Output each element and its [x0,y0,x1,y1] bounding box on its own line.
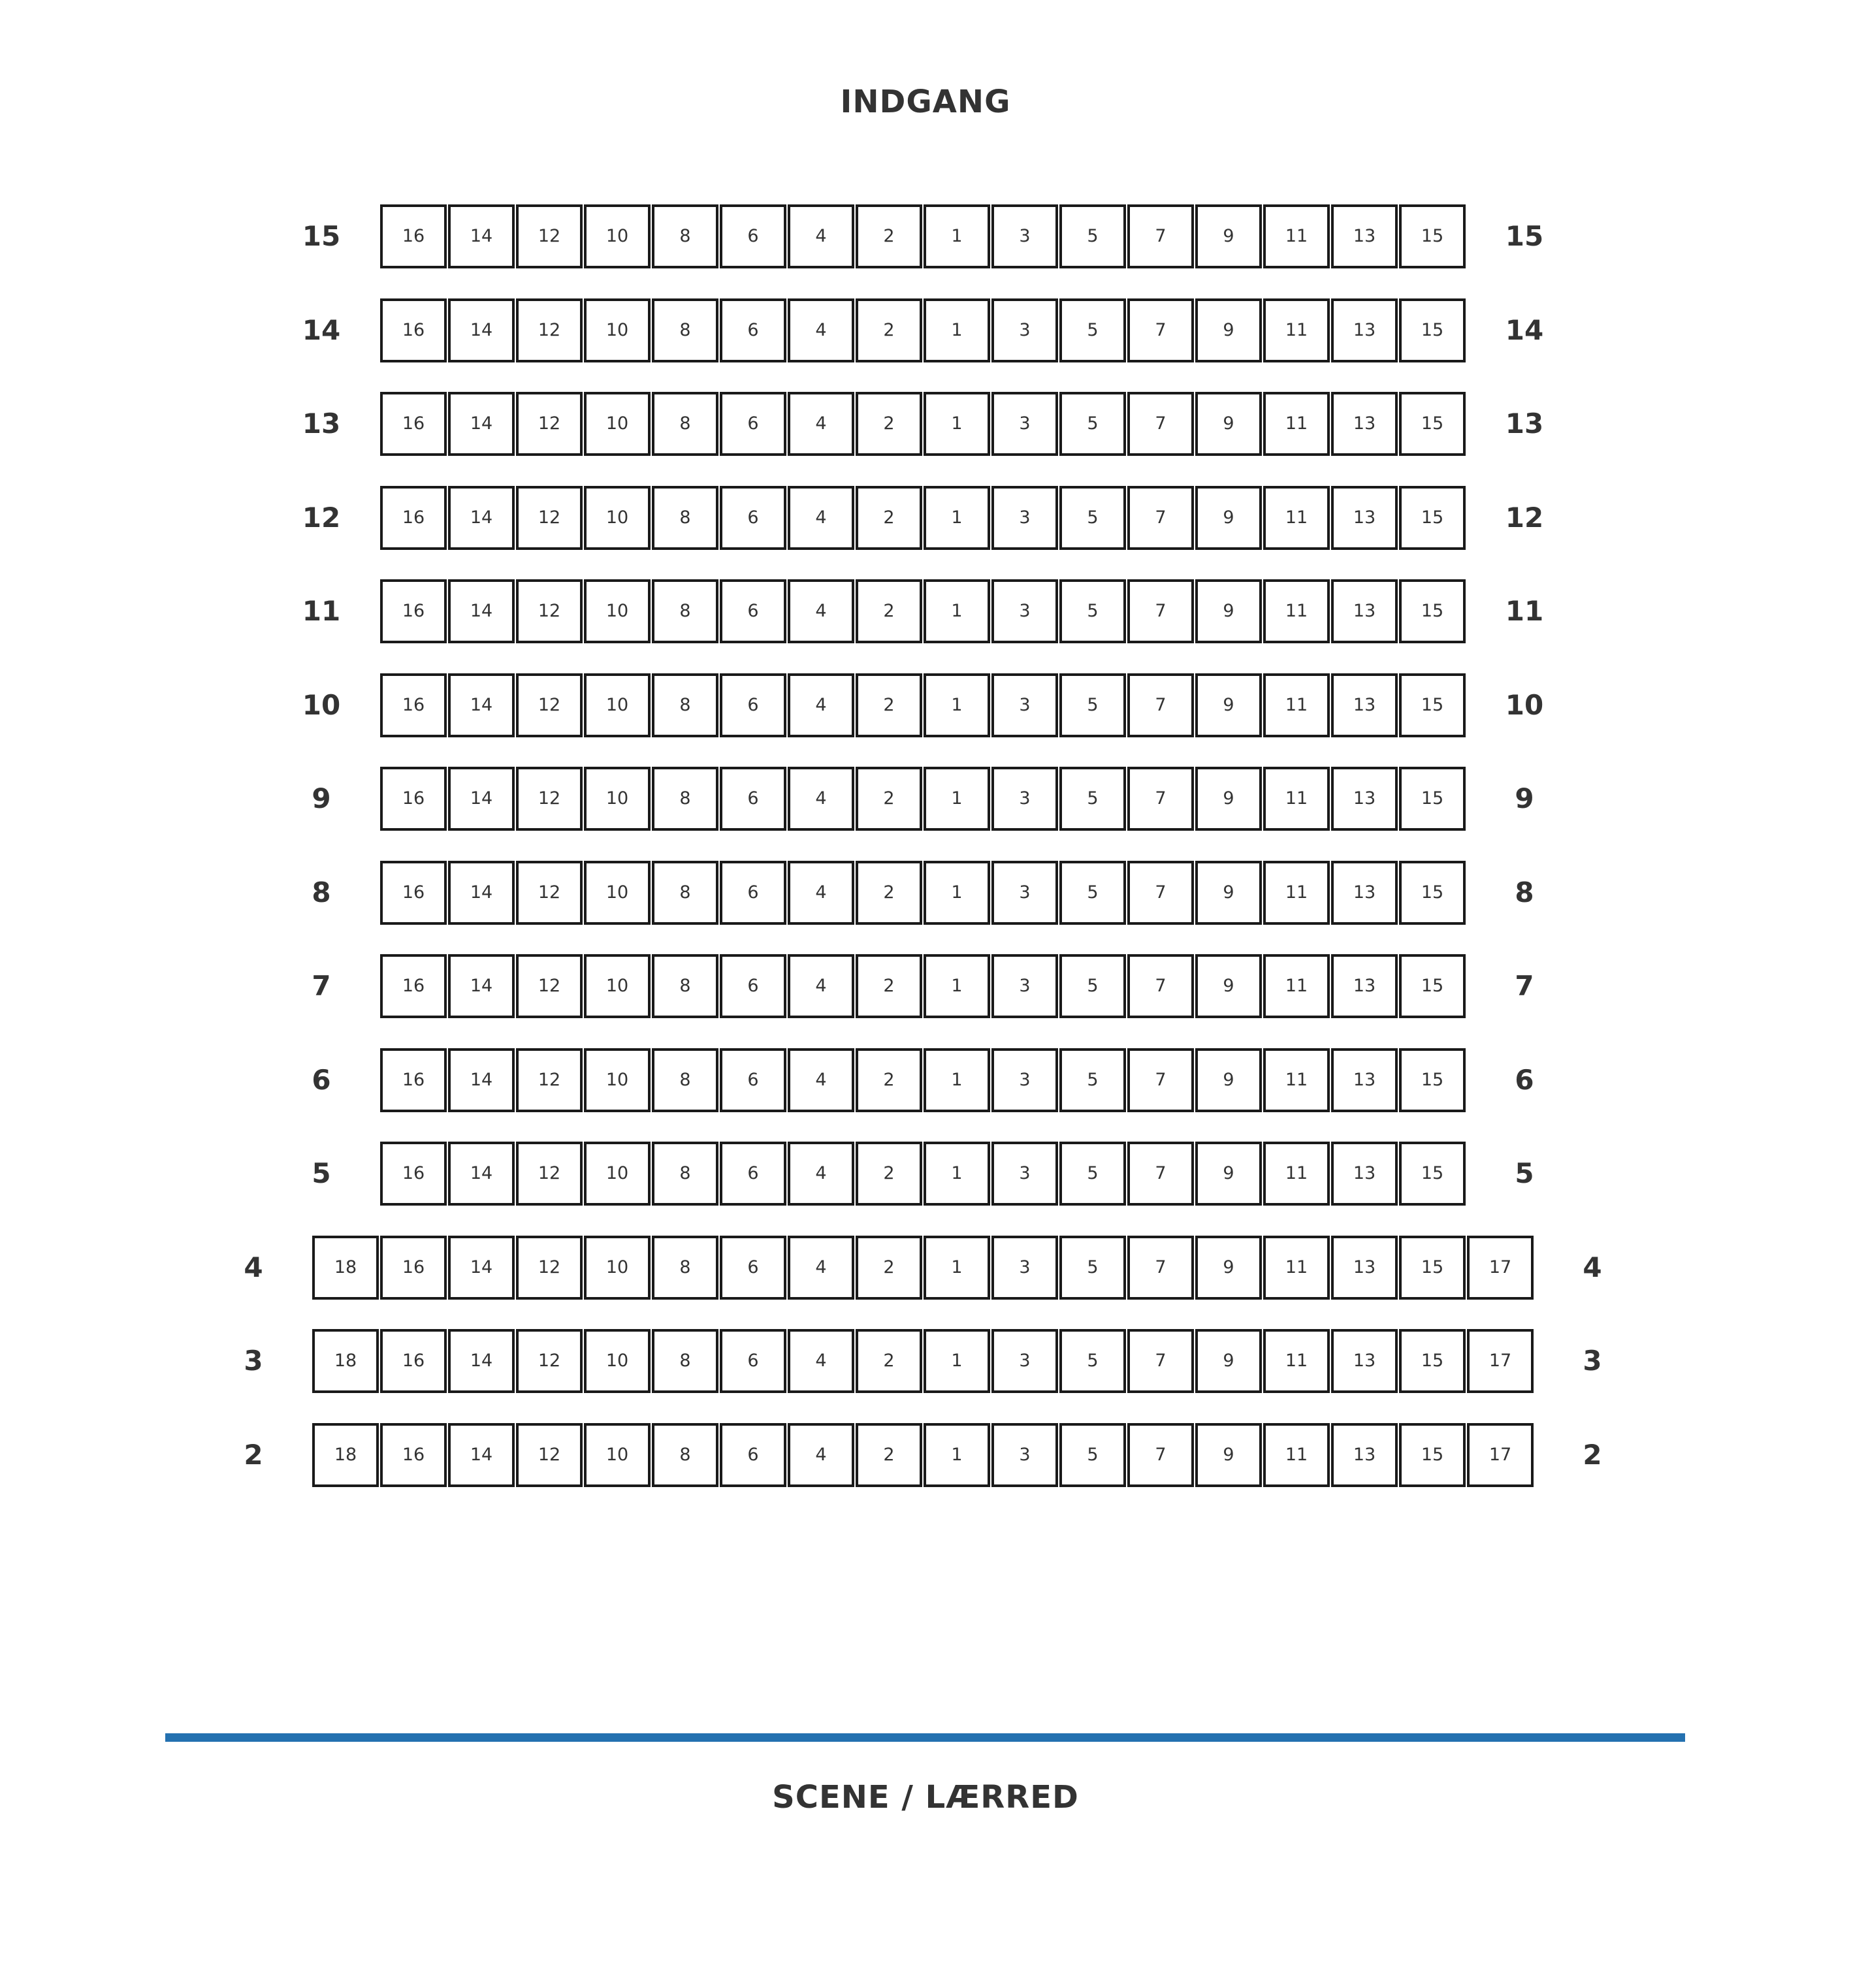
seat-row-13-12[interactable]: 12 [516,392,583,456]
seat-row-2-17[interactable]: 17 [1467,1423,1534,1487]
seat-row-7-3[interactable]: 3 [991,954,1058,1018]
seat-row-6-2[interactable]: 2 [856,1048,922,1112]
seat-row-9-11[interactable]: 11 [1263,767,1330,831]
seat-row-11-1[interactable]: 1 [924,579,990,643]
seat-row-13-15[interactable]: 15 [1399,392,1466,456]
seat-row-4-6[interactable]: 6 [720,1236,786,1300]
seat-row-8-12[interactable]: 12 [516,861,583,925]
seat-row-5-13[interactable]: 13 [1331,1142,1398,1206]
seat-row-15-1[interactable]: 1 [924,204,990,268]
seat-row-2-15[interactable]: 15 [1399,1423,1466,1487]
seat-row-3-8[interactable]: 8 [652,1329,718,1393]
seat-row-14-15[interactable]: 15 [1399,298,1466,362]
seat-row-4-3[interactable]: 3 [991,1236,1058,1300]
seat-row-5-5[interactable]: 5 [1059,1142,1126,1206]
seat-row-3-18[interactable]: 18 [312,1329,379,1393]
seat-row-15-14[interactable]: 14 [448,204,515,268]
seat-row-3-17[interactable]: 17 [1467,1329,1534,1393]
seat-row-14-1[interactable]: 1 [924,298,990,362]
seat-row-6-6[interactable]: 6 [720,1048,786,1112]
seat-row-4-1[interactable]: 1 [924,1236,990,1300]
seat-row-14-8[interactable]: 8 [652,298,718,362]
seat-row-14-13[interactable]: 13 [1331,298,1398,362]
seat-row-13-8[interactable]: 8 [652,392,718,456]
seat-row-4-11[interactable]: 11 [1263,1236,1330,1300]
seat-row-8-1[interactable]: 1 [924,861,990,925]
seat-row-15-10[interactable]: 10 [584,204,651,268]
row-label-left: 14 [302,314,341,346]
row-label-left: 4 [244,1251,263,1283]
seat-row-9-15[interactable]: 15 [1399,767,1466,831]
seat-row-3-13[interactable]: 13 [1331,1329,1398,1393]
seat-row-15-8[interactable]: 8 [652,204,718,268]
seat-row-4-5[interactable]: 5 [1059,1236,1126,1300]
seat-row-14-3[interactable]: 3 [991,298,1058,362]
seat-row-7-16[interactable]: 16 [380,954,447,1018]
seat-row-8-5[interactable]: 5 [1059,861,1126,925]
seat-row-11-13[interactable]: 13 [1331,579,1398,643]
seat-row-12-6[interactable]: 6 [720,486,786,550]
seat-row-10-9[interactable]: 9 [1195,673,1262,737]
seat-row-6-11[interactable]: 11 [1263,1048,1330,1112]
row-label-left: 6 [312,1064,331,1096]
row-label-left: 9 [312,782,331,814]
seat-row-11-12[interactable]: 12 [516,579,583,643]
seat-row-11-14[interactable]: 14 [448,579,515,643]
seat-row-3-1[interactable]: 1 [924,1329,990,1393]
seat-row-6-16[interactable]: 16 [380,1048,447,1112]
seat-row-6-8[interactable]: 8 [652,1048,718,1112]
seat-row-5-6[interactable]: 6 [720,1142,786,1206]
seat-row-13-7[interactable]: 7 [1127,392,1194,456]
seat-row-15-12[interactable]: 12 [516,204,583,268]
seat-row-11-2[interactable]: 2 [856,579,922,643]
row-label-left: 10 [302,689,341,721]
seat-row-7-14[interactable]: 14 [448,954,515,1018]
seat-row-15-3[interactable]: 3 [991,204,1058,268]
seat-row-10-11[interactable]: 11 [1263,673,1330,737]
seat-row-5-8[interactable]: 8 [652,1142,718,1206]
seat-row-6-3[interactable]: 3 [991,1048,1058,1112]
row-label-right: 5 [1515,1157,1534,1189]
seat-row-12-4[interactable]: 4 [788,486,854,550]
seat-row-5-12[interactable]: 12 [516,1142,583,1206]
seat-row-7-12[interactable]: 12 [516,954,583,1018]
seat-row-10-6[interactable]: 6 [720,673,786,737]
seat-row-5-10[interactable]: 10 [584,1142,651,1206]
row-label-right: 15 [1505,220,1544,252]
seat-row-3-15[interactable]: 15 [1399,1329,1466,1393]
seat-row-3-5[interactable]: 5 [1059,1329,1126,1393]
seat-row-9-12[interactable]: 12 [516,767,583,831]
row-label-right: 8 [1515,876,1534,908]
seat-row-6-12[interactable]: 12 [516,1048,583,1112]
seat-row-15-4[interactable]: 4 [788,204,854,268]
seat-row-9-2[interactable]: 2 [856,767,922,831]
seat-row-9-14[interactable]: 14 [448,767,515,831]
seat-row-14-12[interactable]: 12 [516,298,583,362]
entrance-label: INDGANG [840,84,1011,120]
seat-row-14-7[interactable]: 7 [1127,298,1194,362]
seat-row-12-10[interactable]: 10 [584,486,651,550]
seat-row-3-6[interactable]: 6 [720,1329,786,1393]
seat-row-8-16[interactable]: 16 [380,861,447,925]
seat-row-10-16[interactable]: 16 [380,673,447,737]
seat-row-3-14[interactable]: 14 [448,1329,515,1393]
seat-row-4-18[interactable]: 18 [312,1236,379,1300]
seat-row-7-11[interactable]: 11 [1263,954,1330,1018]
seat-row-5-16[interactable]: 16 [380,1142,447,1206]
seat-row-4-10[interactable]: 10 [584,1236,651,1300]
seat-row-10-2[interactable]: 2 [856,673,922,737]
seat-row-8-7[interactable]: 7 [1127,861,1194,925]
seat-row-4-2[interactable]: 2 [856,1236,922,1300]
seat-row-11-6[interactable]: 6 [720,579,786,643]
seat-row-9-1[interactable]: 1 [924,767,990,831]
seat-row-8-10[interactable]: 10 [584,861,651,925]
seat-row-15-7[interactable]: 7 [1127,204,1194,268]
row-label-right: 7 [1515,970,1534,1002]
seat-row-9-5[interactable]: 5 [1059,767,1126,831]
seat-row-2-12[interactable]: 12 [516,1423,583,1487]
seat-row-12-11[interactable]: 11 [1263,486,1330,550]
seat-row-7-1[interactable]: 1 [924,954,990,1018]
seat-row-14-14[interactable]: 14 [448,298,515,362]
seat-row-3-10[interactable]: 10 [584,1329,651,1393]
seat-row-9-9[interactable]: 9 [1195,767,1262,831]
seat-row-4-4[interactable]: 4 [788,1236,854,1300]
seat-row-6-7[interactable]: 7 [1127,1048,1194,1112]
seat-row-10-8[interactable]: 8 [652,673,718,737]
seat-row-15-11[interactable]: 11 [1263,204,1330,268]
seat-row-7-13[interactable]: 13 [1331,954,1398,1018]
row-label-right: 2 [1583,1439,1602,1471]
seat-row-13-16[interactable]: 16 [380,392,447,456]
seat-row-3-3[interactable]: 3 [991,1329,1058,1393]
seat-row-2-2[interactable]: 2 [856,1423,922,1487]
row-label-right: 12 [1505,502,1544,534]
row-label-right: 4 [1583,1251,1602,1283]
row-label-right: 14 [1505,314,1544,346]
row-label-left: 7 [312,970,331,1002]
seat-row-7-9[interactable]: 9 [1195,954,1262,1018]
seat-row-13-14[interactable]: 14 [448,392,515,456]
seat-row-8-9[interactable]: 9 [1195,861,1262,925]
seat-row-14-10[interactable]: 10 [584,298,651,362]
row-label-left: 12 [302,502,341,534]
seat-row-9-8[interactable]: 8 [652,767,718,831]
seat-row-9-7[interactable]: 7 [1127,767,1194,831]
seat-row-13-6[interactable]: 6 [720,392,786,456]
seat-row-9-13[interactable]: 13 [1331,767,1398,831]
seat-row-2-8[interactable]: 8 [652,1423,718,1487]
row-label-left: 2 [244,1439,263,1471]
seat-row-11-16[interactable]: 16 [380,579,447,643]
seat-row-11-8[interactable]: 8 [652,579,718,643]
seat-row-11-3[interactable]: 3 [991,579,1058,643]
seat-row-8-3[interactable]: 3 [991,861,1058,925]
seat-row-13-5[interactable]: 5 [1059,392,1126,456]
seat-row-2-3[interactable]: 3 [991,1423,1058,1487]
seat-row-7-15[interactable]: 15 [1399,954,1466,1018]
seat-row-15-13[interactable]: 13 [1331,204,1398,268]
row-label-left: 5 [312,1157,331,1189]
seat-row-2-1[interactable]: 1 [924,1423,990,1487]
seat-row-2-6[interactable]: 6 [720,1423,786,1487]
seat-row-2-11[interactable]: 11 [1263,1423,1330,1487]
seat-row-8-13[interactable]: 13 [1331,861,1398,925]
seat-row-13-4[interactable]: 4 [788,392,854,456]
seat-row-7-2[interactable]: 2 [856,954,922,1018]
seat-row-6-1[interactable]: 1 [924,1048,990,1112]
seat-row-3-9[interactable]: 9 [1195,1329,1262,1393]
seat-row-11-5[interactable]: 5 [1059,579,1126,643]
row-label-left: 3 [244,1345,263,1377]
seat-row-7-5[interactable]: 5 [1059,954,1126,1018]
seat-row-6-10[interactable]: 10 [584,1048,651,1112]
seat-row-3-2[interactable]: 2 [856,1329,922,1393]
seat-row-13-13[interactable]: 13 [1331,392,1398,456]
seat-row-10-5[interactable]: 5 [1059,673,1126,737]
seat-row-3-12[interactable]: 12 [516,1329,583,1393]
seat-row-3-4[interactable]: 4 [788,1329,854,1393]
seat-row-14-5[interactable]: 5 [1059,298,1126,362]
seat-row-10-10[interactable]: 10 [584,673,651,737]
seat-row-8-6[interactable]: 6 [720,861,786,925]
seat-row-12-7[interactable]: 7 [1127,486,1194,550]
seat-row-4-14[interactable]: 14 [448,1236,515,1300]
seat-row-14-4[interactable]: 4 [788,298,854,362]
row-label-left: 15 [302,220,341,252]
seat-row-15-5[interactable]: 5 [1059,204,1126,268]
stage-label: SCENE / LÆRRED [772,1779,1079,1816]
seat-row-7-7[interactable]: 7 [1127,954,1194,1018]
seat-row-15-16[interactable]: 16 [380,204,447,268]
seat-row-12-8[interactable]: 8 [652,486,718,550]
seat-row-13-9[interactable]: 9 [1195,392,1262,456]
seat-row-4-9[interactable]: 9 [1195,1236,1262,1300]
seat-row-5-2[interactable]: 2 [856,1142,922,1206]
seat-row-10-1[interactable]: 1 [924,673,990,737]
seat-row-2-5[interactable]: 5 [1059,1423,1126,1487]
seat-row-2-14[interactable]: 14 [448,1423,515,1487]
seat-row-13-2[interactable]: 2 [856,392,922,456]
seat-row-11-7[interactable]: 7 [1127,579,1194,643]
seat-row-11-11[interactable]: 11 [1263,579,1330,643]
seat-row-5-11[interactable]: 11 [1263,1142,1330,1206]
seat-row-5-15[interactable]: 15 [1399,1142,1466,1206]
row-label-right: 10 [1505,689,1544,721]
seat-row-9-3[interactable]: 3 [991,767,1058,831]
seat-row-10-13[interactable]: 13 [1331,673,1398,737]
row-label-right: 3 [1583,1345,1602,1377]
seat-row-12-12[interactable]: 12 [516,486,583,550]
seat-row-10-7[interactable]: 7 [1127,673,1194,737]
stage-line [165,1733,1685,1742]
seat-row-7-6[interactable]: 6 [720,954,786,1018]
seat-row-4-7[interactable]: 7 [1127,1236,1194,1300]
seat-row-7-10[interactable]: 10 [584,954,651,1018]
seat-row-10-14[interactable]: 14 [448,673,515,737]
seat-row-7-8[interactable]: 8 [652,954,718,1018]
seat-row-8-2[interactable]: 2 [856,861,922,925]
seat-row-7-4[interactable]: 4 [788,954,854,1018]
seat-row-4-17[interactable]: 17 [1467,1236,1534,1300]
seat-row-15-2[interactable]: 2 [856,204,922,268]
seat-row-3-11[interactable]: 11 [1263,1329,1330,1393]
seat-row-8-11[interactable]: 11 [1263,861,1330,925]
seat-row-12-15[interactable]: 15 [1399,486,1466,550]
seat-row-5-3[interactable]: 3 [991,1142,1058,1206]
seat-row-10-12[interactable]: 12 [516,673,583,737]
seat-row-15-6[interactable]: 6 [720,204,786,268]
seat-row-4-8[interactable]: 8 [652,1236,718,1300]
seat-row-6-14[interactable]: 14 [448,1048,515,1112]
seat-row-11-10[interactable]: 10 [584,579,651,643]
seat-row-4-12[interactable]: 12 [516,1236,583,1300]
seat-row-12-14[interactable]: 14 [448,486,515,550]
seat-row-9-16[interactable]: 16 [380,767,447,831]
seat-row-15-15[interactable]: 15 [1399,204,1466,268]
row-label-left: 11 [302,595,341,627]
seat-row-4-13[interactable]: 13 [1331,1236,1398,1300]
seat-row-13-1[interactable]: 1 [924,392,990,456]
seat-row-3-7[interactable]: 7 [1127,1329,1194,1393]
seat-row-10-3[interactable]: 3 [991,673,1058,737]
seat-row-4-16[interactable]: 16 [380,1236,447,1300]
seat-row-8-15[interactable]: 15 [1399,861,1466,925]
row-label-left: 13 [302,408,341,440]
seat-row-12-5[interactable]: 5 [1059,486,1126,550]
seat-row-13-10[interactable]: 10 [584,392,651,456]
row-label-right: 6 [1515,1064,1534,1096]
seat-row-6-5[interactable]: 5 [1059,1048,1126,1112]
seat-row-8-4[interactable]: 4 [788,861,854,925]
seat-row-2-10[interactable]: 10 [584,1423,651,1487]
seat-row-14-9[interactable]: 9 [1195,298,1262,362]
seat-row-5-14[interactable]: 14 [448,1142,515,1206]
seat-row-10-15[interactable]: 15 [1399,673,1466,737]
seat-row-12-2[interactable]: 2 [856,486,922,550]
seat-row-2-7[interactable]: 7 [1127,1423,1194,1487]
seat-row-15-9[interactable]: 9 [1195,204,1262,268]
row-label-right: 9 [1515,782,1534,814]
seat-row-11-4[interactable]: 4 [788,579,854,643]
seat-row-14-11[interactable]: 11 [1263,298,1330,362]
seat-row-2-18[interactable]: 18 [312,1423,379,1487]
seat-row-6-9[interactable]: 9 [1195,1048,1262,1112]
seat-row-2-9[interactable]: 9 [1195,1423,1262,1487]
seat-row-14-16[interactable]: 16 [380,298,447,362]
seat-row-9-10[interactable]: 10 [584,767,651,831]
seat-row-5-4[interactable]: 4 [788,1142,854,1206]
seat-row-14-6[interactable]: 6 [720,298,786,362]
seat-row-2-4[interactable]: 4 [788,1423,854,1487]
seat-row-6-15[interactable]: 15 [1399,1048,1466,1112]
seat-row-5-9[interactable]: 9 [1195,1142,1262,1206]
seat-row-10-4[interactable]: 4 [788,673,854,737]
seat-row-5-1[interactable]: 1 [924,1142,990,1206]
seat-row-2-16[interactable]: 16 [380,1423,447,1487]
row-label-right: 11 [1505,595,1544,627]
seat-row-11-9[interactable]: 9 [1195,579,1262,643]
seat-row-14-2[interactable]: 2 [856,298,922,362]
seat-row-13-11[interactable]: 11 [1263,392,1330,456]
seat-row-9-4[interactable]: 4 [788,767,854,831]
seat-row-12-9[interactable]: 9 [1195,486,1262,550]
row-label-right: 13 [1505,408,1544,440]
seat-row-8-8[interactable]: 8 [652,861,718,925]
seat-row-11-15[interactable]: 15 [1399,579,1466,643]
seat-row-9-6[interactable]: 6 [720,767,786,831]
seat-row-12-1[interactable]: 1 [924,486,990,550]
seat-row-6-4[interactable]: 4 [788,1048,854,1112]
seat-row-2-13[interactable]: 13 [1331,1423,1398,1487]
seat-row-13-3[interactable]: 3 [991,392,1058,456]
seat-row-12-3[interactable]: 3 [991,486,1058,550]
seat-row-12-13[interactable]: 13 [1331,486,1398,550]
row-label-left: 8 [312,876,331,908]
seat-row-12-16[interactable]: 16 [380,486,447,550]
seat-row-3-16[interactable]: 16 [380,1329,447,1393]
seat-row-4-15[interactable]: 15 [1399,1236,1466,1300]
seat-row-5-7[interactable]: 7 [1127,1142,1194,1206]
seat-row-8-14[interactable]: 14 [448,861,515,925]
seat-row-6-13[interactable]: 13 [1331,1048,1398,1112]
